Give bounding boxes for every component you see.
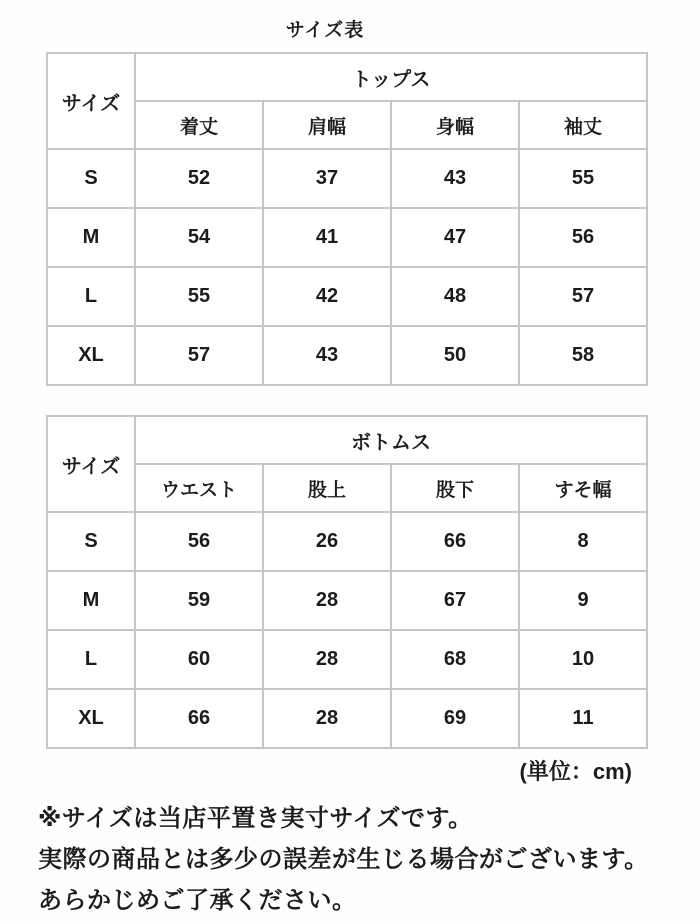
value-cell: 8 <box>519 512 647 571</box>
value-cell: 28 <box>263 630 391 689</box>
footnotes <box>38 798 700 921</box>
size-cell: M <box>47 571 135 630</box>
note-line: 実際の商品とは多少の誤差が生じる場合がございます。 <box>38 846 649 873</box>
value-cell: 55 <box>135 267 263 326</box>
table-row-l <box>47 630 647 689</box>
column-header: 肩幅 <box>263 101 391 149</box>
value-cell: 28 <box>263 571 391 630</box>
column-header: 袖丈 <box>519 101 647 149</box>
value-cell: 60 <box>135 630 263 689</box>
column-header: ウエスト <box>135 464 263 512</box>
value-cell: 48 <box>391 267 519 326</box>
column-header: 身幅 <box>391 101 519 149</box>
value-cell: 66 <box>391 512 519 571</box>
note-line: ※サイズは当店平置き実寸サイズです。 <box>38 805 473 832</box>
table-row-m <box>47 208 647 267</box>
size-tables-container <box>0 52 700 749</box>
value-cell: 43 <box>263 326 391 385</box>
table-row-l <box>47 267 647 326</box>
value-cell: 52 <box>135 149 263 208</box>
value-cell: 68 <box>391 630 519 689</box>
value-cell: 56 <box>519 208 647 267</box>
note-line: あらかじめご了承ください。 <box>38 887 357 914</box>
group-header-bottoms: ボトムス <box>135 416 647 464</box>
size-cell: L <box>47 630 135 689</box>
size-cell: XL <box>47 326 135 385</box>
value-cell: 43 <box>391 149 519 208</box>
value-cell: 58 <box>519 326 647 385</box>
size-cell: XL <box>47 689 135 748</box>
value-cell: 55 <box>519 149 647 208</box>
size-cell: S <box>47 512 135 571</box>
value-cell: 28 <box>263 689 391 748</box>
size-column-header: サイズ <box>47 53 135 149</box>
value-cell: 57 <box>135 326 263 385</box>
value-cell: 37 <box>263 149 391 208</box>
table-row-s <box>47 149 647 208</box>
size-cell: S <box>47 149 135 208</box>
value-cell: 57 <box>519 267 647 326</box>
column-header: すそ幅 <box>519 464 647 512</box>
value-cell: 10 <box>519 630 647 689</box>
value-cell: 56 <box>135 512 263 571</box>
value-cell: 42 <box>263 267 391 326</box>
value-cell: 41 <box>263 208 391 267</box>
value-cell: 69 <box>391 689 519 748</box>
column-header: 股上 <box>263 464 391 512</box>
value-cell: 54 <box>135 208 263 267</box>
size-table-tops <box>46 52 648 386</box>
table-row-xl <box>47 326 647 385</box>
page-title: サイズ表 <box>285 20 365 41</box>
value-cell: 67 <box>391 571 519 630</box>
group-header-tops: トップス <box>135 53 647 101</box>
unit-note: (単位：cm) <box>519 759 632 784</box>
column-header: 着丈 <box>135 101 263 149</box>
value-cell: 47 <box>391 208 519 267</box>
size-cell: M <box>47 208 135 267</box>
size-column-header: サイズ <box>47 416 135 512</box>
table-row-xl <box>47 689 647 748</box>
table-row-m <box>47 571 647 630</box>
value-cell: 50 <box>391 326 519 385</box>
value-cell: 26 <box>263 512 391 571</box>
value-cell: 9 <box>519 571 647 630</box>
column-header: 股下 <box>391 464 519 512</box>
value-cell: 11 <box>519 689 647 748</box>
table-row-s <box>47 512 647 571</box>
size-table-bottoms <box>46 415 648 749</box>
value-cell: 66 <box>135 689 263 748</box>
size-cell: L <box>47 267 135 326</box>
value-cell: 59 <box>135 571 263 630</box>
